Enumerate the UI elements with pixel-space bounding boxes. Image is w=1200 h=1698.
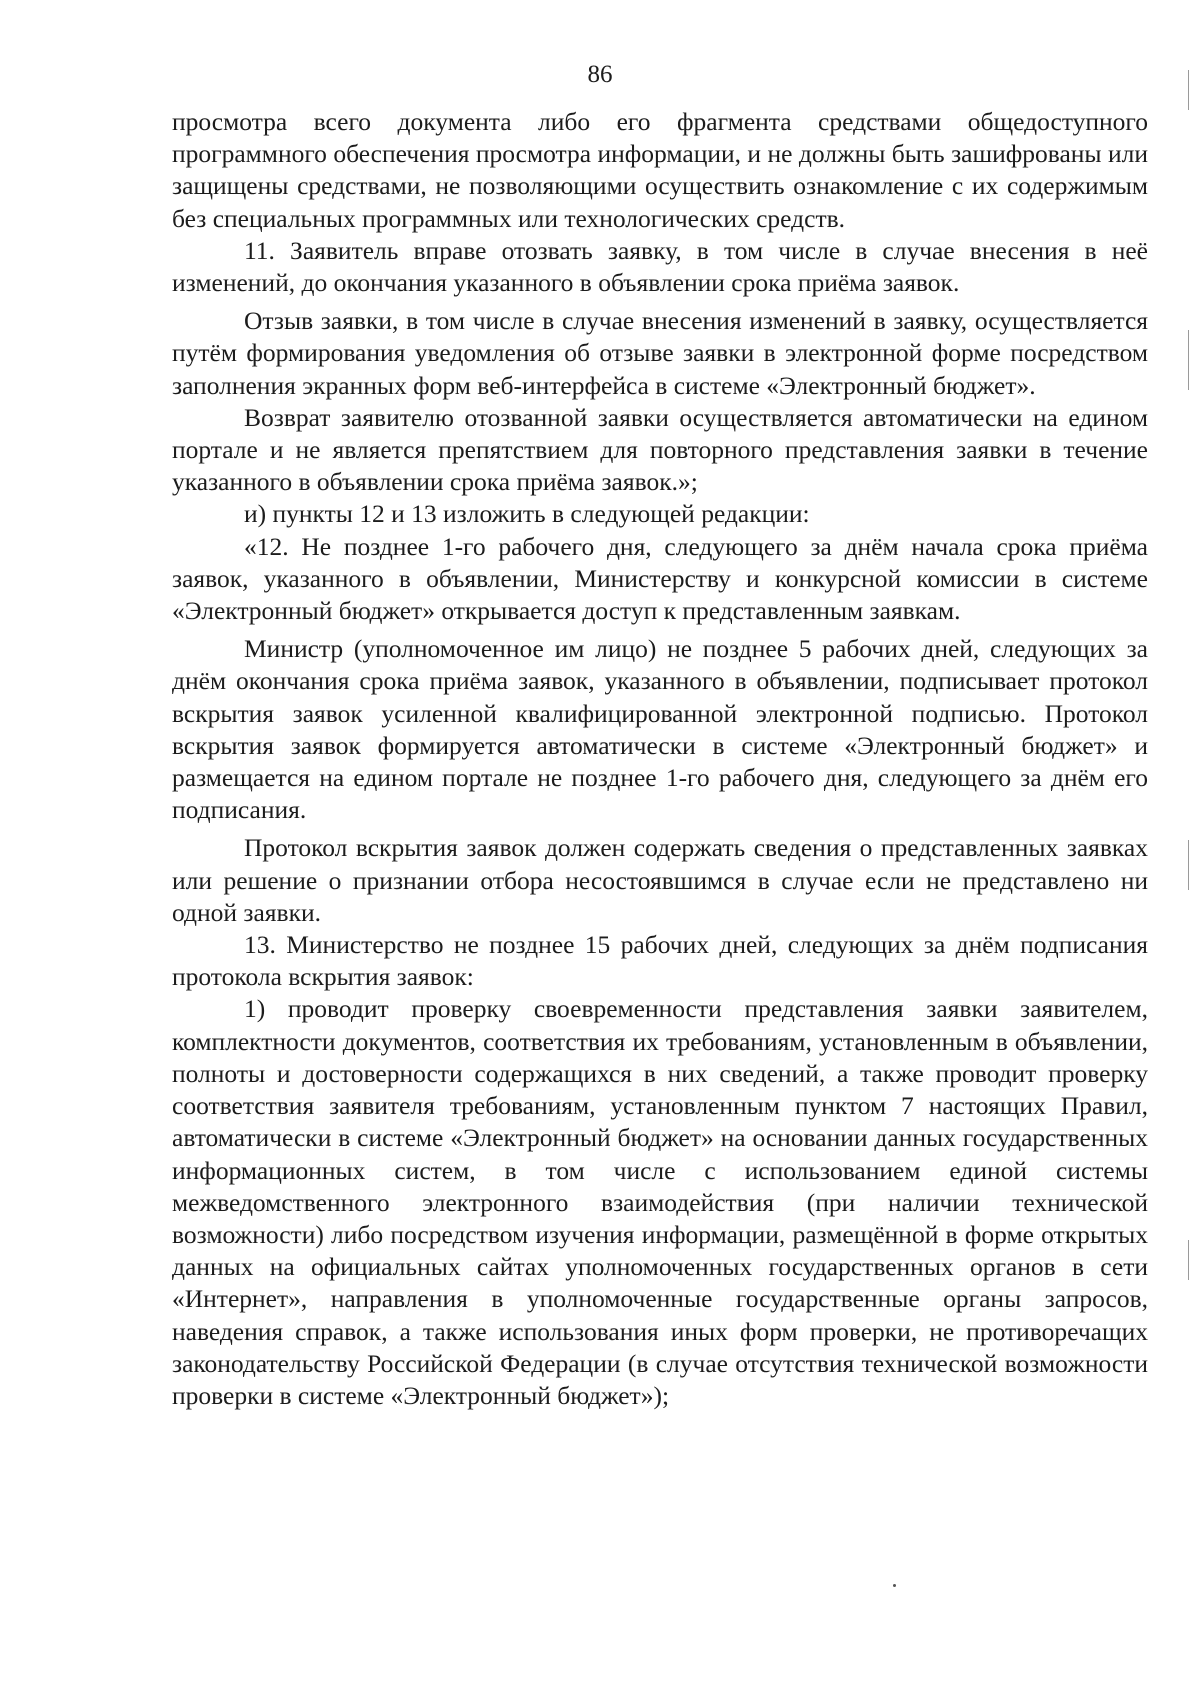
- scan-artifact: [1188, 1240, 1189, 1280]
- paragraph-subitem-1: 1) проводит проверку своевременности представления заявки заявителем, комплектности документов, соответствия их требованиям, установленным в объявлении, полноты и достоверности содержащихся в них сведений, а также проводит проверку соответствия заявителя требованиям, установленным пунктом 7 настоящих Правил, автоматически в системе «Электронный бюджет» на основании данных государственных информационных систем, в том числе с использованием единой системы межведомственного электронного взаимодействия (при наличии технической возможности) либо посредством изучения информации, размещённой в форме открытых данных на официальных сайтах уполномоченных государственных органов в сети «Интернет», направления в уполномоченные государственные органы запросов, наведения справок, а также использования иных форм проверки, не противоречащих законодательству Российской Федерации (в случае отсутствия технической возможности проверки в системе «Электронный бюджет»);: [172, 994, 1148, 1410]
- paragraph-item-i: и) пункты 12 и 13 изложить в следующей редакции:: [244, 499, 810, 529]
- paragraph-protocol: Протокол вскрытия заявок должен содержать сведения о представленных заявках или решение о признании отбора несостоявшимся в случае если не представлено ни одной заявки.: [172, 833, 1148, 927]
- scan-artifact: [1188, 70, 1189, 110]
- scan-artifact: [1188, 330, 1189, 390]
- paragraph-withdrawal: Отзыв заявки, в том числе в случае внесения изменений в заявку, осуществляется путём формирования уведомления об отзыве заявки в электронной форме посредством заполнения экранных форм веб-интерфейса в системе «Электронный бюджет».: [172, 306, 1148, 400]
- document-body: [172, 106, 1148, 1412]
- paragraph-return: Возврат заявителю отозванной заявки осуществляется автоматически на едином портале и не является препятствием для повторного представления заявки в течение указанного в объявлении срока приёма заявок.»;: [172, 402, 1148, 497]
- paragraph-clause-13: 13. Министерство не позднее 15 рабочих дней, следующих за днём подписания протокола вскрытия заявок:: [172, 930, 1148, 992]
- paragraph-continuation: просмотра всего документа либо его фрагмента средствами общедоступного программного обеспечения просмотра информации, и не должны быть зашифрованы или защищены средствами, не позволяющими осуществить ознакомление с их содержимым без специальных программных или технологических средств.: [172, 107, 1148, 233]
- page-number: 86: [587, 61, 613, 88]
- scan-artifact: [1188, 840, 1189, 890]
- paragraph-clause-12: «12. Не позднее 1-го рабочего дня, следующего за днём начала срока приёма заявок, указанного в объявлении, Министерству и конкурсной комиссии в системе «Электронный бюджет» открывается доступ к представленным заявкам.: [172, 531, 1148, 626]
- scan-artifact: [893, 1584, 896, 1587]
- paragraph-minister: Министр (уполномоченное им лицо) не позднее 5 рабочих дней, следующих за днём окончания срока приёма заявок, указанного в объявлении, подписывает протокол вскрытия заявок усиленной квалифицированной электронной подписью. Протокол вскрытия заявок формируется автоматически в системе «Электронный бюджет» и размещается на едином портале не позднее 1-го рабочего дня, следующего за днём его подписания.: [172, 634, 1148, 825]
- paragraph-clause-11: 11. Заявитель вправе отозвать заявку, в том числе в случае внесения в неё изменений, до окончания указанного в объявлении срока приёма заявок.: [172, 235, 1148, 298]
